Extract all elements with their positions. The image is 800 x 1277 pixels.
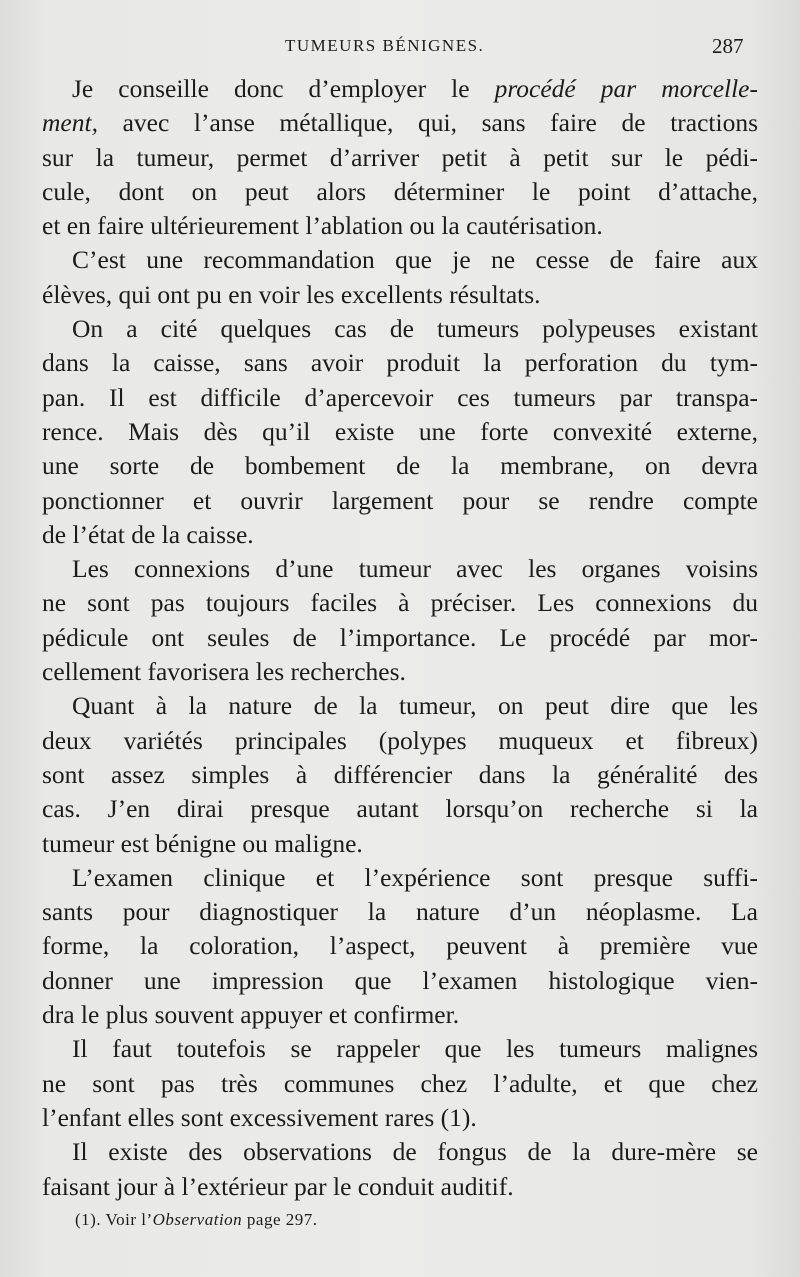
text-line (42, 655, 758, 689)
text-line (42, 964, 758, 998)
text-run: cas. J’en dirai presque autant lorsqu’on recherche si la (42, 794, 758, 824)
text-line (42, 1032, 758, 1066)
text-run: élèves, qui ont pu en voir les excellents résultats. (42, 279, 541, 309)
text-line (42, 312, 758, 346)
text-line (42, 141, 758, 175)
text-run: ponctionner et ouvrir largement pour se rendre compte (42, 485, 758, 515)
text-line (42, 106, 758, 140)
text-line (42, 381, 758, 415)
text-run: dans la caisse, sans avoir produit la perforation du tym- (42, 348, 758, 378)
text-line (42, 792, 758, 826)
text-run: Les connexions d’une tumeur avec les organes voisins (72, 554, 758, 584)
text-line (42, 346, 758, 380)
text-run: sont assez simples à différencier dans la généralité des (42, 759, 758, 789)
text-line (42, 175, 758, 209)
text-run: (1). Voir l’ (75, 1210, 153, 1229)
text-line (42, 758, 758, 792)
text-run: dra le plus souvent appuyer et confirmer. (42, 1000, 460, 1030)
body-text (42, 72, 758, 1204)
text-line (42, 449, 758, 483)
text-line (42, 209, 758, 243)
text-run: Il faut toutefois se rappeler que les tumeurs malignes (72, 1034, 758, 1064)
footnote (75, 1210, 318, 1230)
text-line (42, 72, 758, 106)
text-line (42, 895, 758, 929)
paragraph (42, 689, 758, 860)
text-run: page 297. (242, 1210, 318, 1229)
text-line (42, 1135, 758, 1169)
italic-text: ment, (42, 108, 98, 138)
text-run: cule, dont on peut alors déterminer le point d’attache, (42, 176, 758, 206)
text-line (42, 621, 758, 655)
text-run: ne sont pas toujours faciles à préciser. Les connexions du (42, 588, 758, 618)
text-run: Je conseille donc d’employer le (72, 74, 495, 103)
text-line (42, 724, 758, 758)
paragraph (42, 243, 758, 312)
text-run: On a cité quelques cas de tumeurs polypeuses existant (72, 314, 758, 344)
text-line (42, 827, 758, 861)
italic-text: procédé par morcelle- (494, 74, 758, 103)
text-run: L’examen clinique et l’expérience sont presque suffi- (72, 862, 758, 892)
text-line (42, 1067, 758, 1101)
text-run: forme, la coloration, l’aspect, peuvent à première vue (42, 931, 758, 961)
text-run: sur la tumeur, permet d’arriver petit à petit sur le pédi- (42, 142, 758, 172)
text-line (42, 518, 758, 552)
text-line (42, 861, 758, 895)
text-line (42, 1101, 758, 1135)
text-run: Quant à la nature de la tumeur, on peut dire que les (72, 691, 758, 721)
text-run: pan. Il est difficile d’apercevoir ces tumeurs par transpa- (42, 382, 758, 412)
text-line (42, 586, 758, 620)
text-line (42, 1170, 758, 1204)
italic-text: Observation (152, 1210, 243, 1229)
text-run: cellement favorisera les recherches. (42, 657, 406, 687)
text-line (42, 243, 758, 277)
text-run: sants pour diagnostiquer la nature d’un néoplasme. La (42, 897, 758, 927)
text-run: donner une impression que l’examen histologique vien- (42, 965, 758, 995)
running-title: TUMEURS BÉNIGNES. (285, 36, 485, 55)
text-run: et en faire ultérieurement l’ablation ou la cautérisation. (42, 211, 603, 241)
text-run: tumeur est bénigne ou maligne. (42, 828, 363, 858)
text-run: deux variétés principales (polypes muqueux et fibreux) (42, 725, 758, 755)
paragraph (42, 312, 758, 552)
text-run: pédicule ont seules de l’importance. Le procédé par mor- (42, 622, 758, 652)
paragraph (42, 552, 758, 689)
text-line (42, 552, 758, 586)
text-run: ne sont pas très communes chez l’adulte, et que chez (42, 1068, 758, 1098)
text-run: rence. Mais dès qu’il existe une forte convexité externe, (42, 416, 758, 446)
text-line (42, 689, 758, 723)
text-run: une sorte de bombement de la membrane, on devra (42, 451, 758, 481)
text-line (42, 929, 758, 963)
text-run: faisant jour à l’extérieur par le conduit auditif. (42, 1171, 514, 1201)
text-line (42, 484, 758, 518)
text-run: l’enfant elles sont excessivement rares (1). (42, 1102, 477, 1132)
paragraph (42, 861, 758, 1032)
text-line (42, 415, 758, 449)
text-line (42, 278, 758, 312)
paragraph (42, 1135, 758, 1204)
page-header (0, 34, 800, 60)
text-run: avec l’anse métallique, qui, sans faire de tractions (97, 108, 758, 138)
page-number: 287 (712, 34, 744, 58)
paragraph (42, 1032, 758, 1135)
paragraph (42, 72, 758, 243)
text-line (42, 998, 758, 1032)
text-run: Il existe des observations de fongus de la dure-mère se (72, 1137, 758, 1167)
text-run: C’est une recommandation que je ne cesse de faire aux (72, 245, 758, 275)
text-run: de l’état de la caisse. (42, 519, 254, 549)
